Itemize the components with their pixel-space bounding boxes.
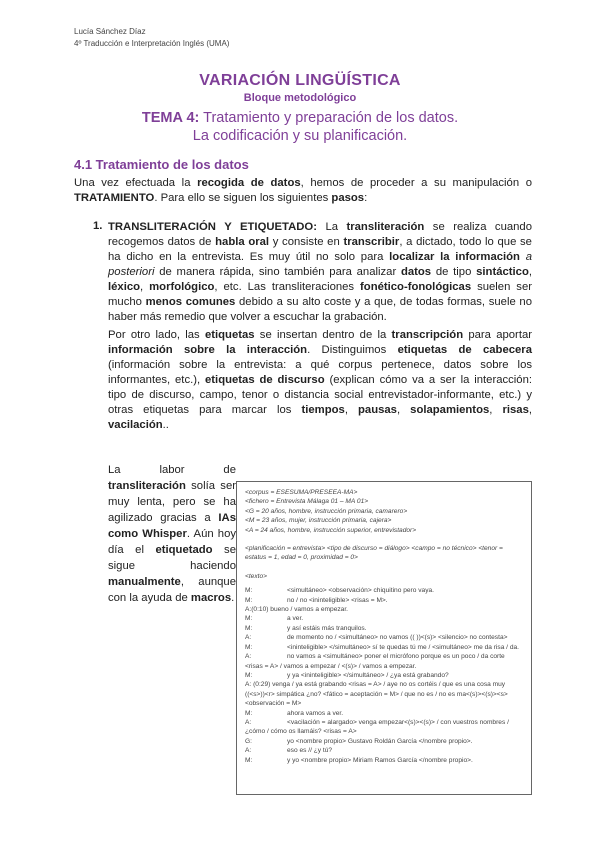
transcript-turn: A: eso es // ¿y tú? (245, 747, 333, 755)
document-header (0, 72, 600, 145)
transcript-turn: A:(0:10) bueno / vamos a empezar. (245, 606, 348, 614)
planning-tag: <planificación = entrevista> <tipo de discurso = diálogo> <campo = no técnico> <tenor = estatus = 1, edad = 0, proximidad = 0> (245, 545, 503, 562)
transcript-turn: A: no vamos a <simultáneo> poner el micrófono porque es un poco / da corte <risas = A> / vamos a empezar / <(s)> / vamos a empezar. (245, 653, 505, 670)
paragraph-etiquetas: Por otro lado, las etiquetas se insertan dentro de la transcripción para aportar información sobre la interacción. Distinguimos etiquetas de cabecera (información sobre la entrevista: a qué corpus pertenece, datos sobre los informantes, etc.), etiquetas de discurso (explican cómo va a ser la interacción: tipo de discurso, campo, tenor o distancia social entrevistador-informante, etc.) y otras etiquetas para marcar los tiempos, pausas, solapamientos, risas, vacilación.. (108, 329, 533, 431)
tema-line2: La codificación y su planificación. (192, 128, 408, 144)
author-name: Lucía Sánchez Díaz (74, 27, 146, 36)
paragraph-transliteracion: TRANSLITERACIÓN Y ETIQUETADO: La transliteración se realiza cuando recogemos datos de habla oral y consiste en transcribir, a dictado, todo lo que se ha dicho en la entrevista. Es muy útil no solo para localizar la información a posteriori de manera rápida, sino también para analizar datos de tipo sintáctico, léxico, morfológico, etc. Las transliteraciones fonético-fonológicas suelen ser mucho menos comunes debido a su alto coste y a que, de todas formas, suele no haber más remedio que volver a escuchar la grabación. (108, 221, 533, 323)
transcript-turn: M: ahora vamos a ver. (245, 709, 344, 717)
paragraph-labor: La labor de transliteración solía ser muy lenta, pero se ha agilizado gracias a IAs como Whisper. Aún hoy día el etiquetado se sigue haciendo manualmente, aunque con la ayuda de macros. (108, 464, 236, 604)
section-4-1 (74, 157, 532, 206)
author-block (74, 26, 229, 50)
tema-label: TEMA 4: (141, 110, 200, 126)
item-number: 1. (93, 220, 103, 232)
transcript-turn: M: y yo <nombre propio> Miriam Ramos García </nombre propio>. (245, 756, 473, 764)
transcript-turn: A: <vacilación = alargado> venga empezar<(s)><(s)> / con vuestros nombres / ¿cómo / cómo os llamáis? <risas = A> (245, 718, 509, 736)
document-subtitle: Bloque metodológico (243, 92, 357, 104)
tema-text: Tratamiento y preparación de los datos. (203, 110, 459, 126)
list-item-transliteracion (108, 220, 532, 436)
section-intro: Una vez efectuada la recogida de datos, hemos de proceder a su manipulación o TRATAMIENTO. Para ello se siguen los siguientes pasos: (74, 177, 532, 204)
transcript-turn: M: y así estáis más tranquilos. (245, 624, 367, 632)
header-tag: <corpus = ESESUMA/PRESEEA-MA> (245, 489, 358, 496)
transcript-turn: A: de momento no / <simultáneo> no vamos (( ))<(s)> <silencio> no contesta> (245, 634, 508, 642)
section-heading: 4.1 Tratamiento de los datos (74, 157, 249, 172)
header-tag: <G = 20 años, hombre, instrucción primaria, camarero> (245, 507, 408, 515)
transcript-example (236, 481, 532, 795)
transcript-content (245, 488, 523, 765)
texto-tag: <texto> (245, 572, 267, 580)
author-course: 4º Traducción e Interpretación Inglés (UMA) (74, 39, 230, 48)
transcript-turn: M: a ver. (245, 615, 304, 623)
transcript-turn: G: yo <nombre propio> Gustavo Roldán García </nombre propio>. (245, 737, 473, 745)
transcript-turn: A: (0:29) venga / ya está grabando <risas = A> / aye no os cortéis / que es una cosa muy ((<s>))<r> simpática ¿no? <fático = aceptación = M> / que no es / no es ma<(s)><(s)><s> <observación = M> (245, 681, 508, 708)
header-tag: <M = 23 años, mujer, instrucción primaria, cajera> (245, 517, 392, 525)
transcript-turn: M: <simultáneo> <observación> chiquitino pero vaya. (245, 587, 434, 595)
transcript-turn: M: no / no <ininteligible> <risas = M>. (245, 596, 388, 604)
document-title: VARIACIÓN LINGÜÍSTICA (199, 72, 401, 89)
header-tag: <A = 24 años, hombre, instrucción superior, entrevistador> (245, 526, 417, 534)
header-tag: <fichero = Entrevista Málaga 01 – MA 01> (245, 498, 369, 506)
transcript-turn: M: y ya <ininteligible> </simultáneo> / ¿ya está grabando? (245, 671, 449, 679)
transcript-turn: M: <ininteligible> </simultáneo> sí te quedas tú me / <simultáneo> me da risa / da. (245, 643, 520, 651)
tema-heading (0, 109, 600, 145)
